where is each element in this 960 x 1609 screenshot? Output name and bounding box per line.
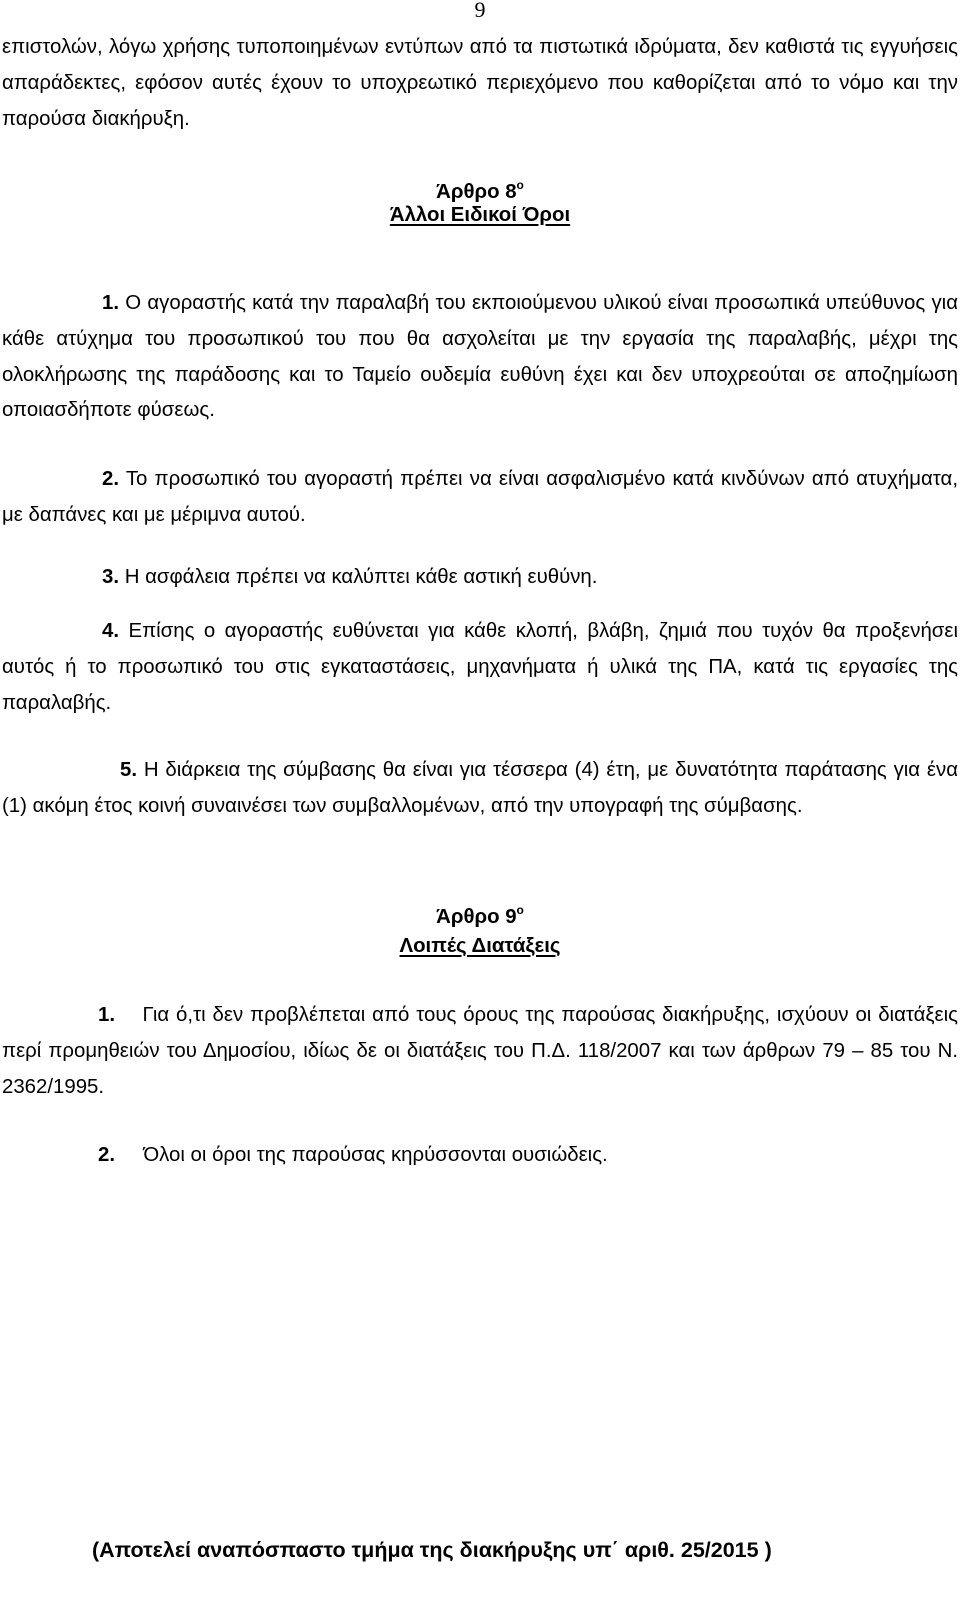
- item-number: 1.: [98, 1004, 116, 1026]
- article-9-item-2: [2, 1138, 958, 1174]
- article-9-subtitle: Λοιπές Διατάξεις: [399, 935, 561, 957]
- item-number: 5.: [120, 759, 138, 781]
- item-number: 2.: [98, 1144, 116, 1166]
- item-text: Το προσωπικό του αγοραστή πρέπει να είναι ασφαλισμένο κατά κινδύνων από ατυχήματα, με δαπάνες και με μέριμνα αυτού.: [2, 468, 959, 526]
- item-text: Επίσης ο αγοραστής ευθύνεται για κάθε κλοπή, βλάβη, ζημιά που τυχόν θα προξενήσει αυτός ή το προσωπικό του στις εγκαταστάσεις, μηχανήματα ή υλικά της ΠΑ, κατά τις εργασίες της παραλαβής.: [2, 620, 958, 714]
- article-9-heading-superscript: ο: [516, 903, 524, 917]
- item-number: 2.: [102, 468, 120, 490]
- item-text: Η διάρκεια της σύμβασης θα είναι για τέσσερα (4) έτη, με δυνατότητα παράτασης για ένα (1) ακόμη έτος κοινή συναινέσει των συμβαλλομένων, από την υπογραφή της σύμβασης.: [2, 759, 958, 817]
- article-8-item-4: [2, 614, 958, 721]
- article-8-item-3: [2, 560, 958, 596]
- item-text: Για ό,τι δεν προβλέπεται από τους όρους της παρούσας διακήρυξης, ισχύουν οι διατάξεις περί προμηθειών του Δημοσίου, ιδίως δε οι διατάξεις του Π.Δ. 118/2007 και των άρθρων 79 – 85 του Ν. 2362/1995.: [2, 1004, 958, 1098]
- item-number: 1.: [102, 292, 120, 314]
- item-text: Η ασφάλεια πρέπει να καλύπτει κάθε αστική ευθύνη.: [124, 566, 598, 588]
- footer-note: (Αποτελεί αναπόσπαστο τμήμα της διακήρυξης υπ΄ αριθ. 25/2015 ): [92, 1538, 772, 1562]
- article-9-heading-text: Άρθρο 9: [436, 906, 517, 928]
- article-8-heading-superscript: ο: [516, 178, 524, 192]
- article-8-item-5: [2, 753, 958, 825]
- page-number: 9: [474, 0, 486, 22]
- intro-paragraph: επιστολών, λόγω χρήσης τυποποιημένων εντύπων από τα πιστωτικά ιδρύματα, δεν καθιστά τις εγγυήσεις απαράδεκτες, εφόσον αυτές έχουν το υποχρεωτικό περιεχόμενο που καθορίζεται από το νόμο και την παρούσα διακήρυξη.: [2, 36, 958, 130]
- article-9-item-1: [2, 998, 958, 1105]
- item-number: 4.: [102, 620, 120, 642]
- article-8-subtitle: Άλλοι Ειδικοί Όροι: [389, 204, 571, 226]
- item-text: Όλοι οι όροι της παρούσας κηρύσσονται ουσιώδεις.: [143, 1144, 608, 1166]
- article-8-item-1: [2, 286, 958, 429]
- item-text: Ο αγοραστής κατά την παραλαβή του εκποιούμενου υλικού είναι προσωπικά υπεύθυνος για κάθε ατύχημα του προσωπικού του που θα ασχολείται με την εργασία της παραλαβής, μέχρι της ολοκλήρωσης της παράδοσης και το Ταμείο ουδεμία ευθύνη έχει και δεν υποχρεούται σε αποζημίωση οποιασδήποτε φύσεως.: [2, 292, 958, 422]
- item-number: 3.: [102, 566, 120, 588]
- article-8-heading-text: Άρθρο 8: [436, 181, 517, 203]
- article-8-item-2: [2, 462, 958, 534]
